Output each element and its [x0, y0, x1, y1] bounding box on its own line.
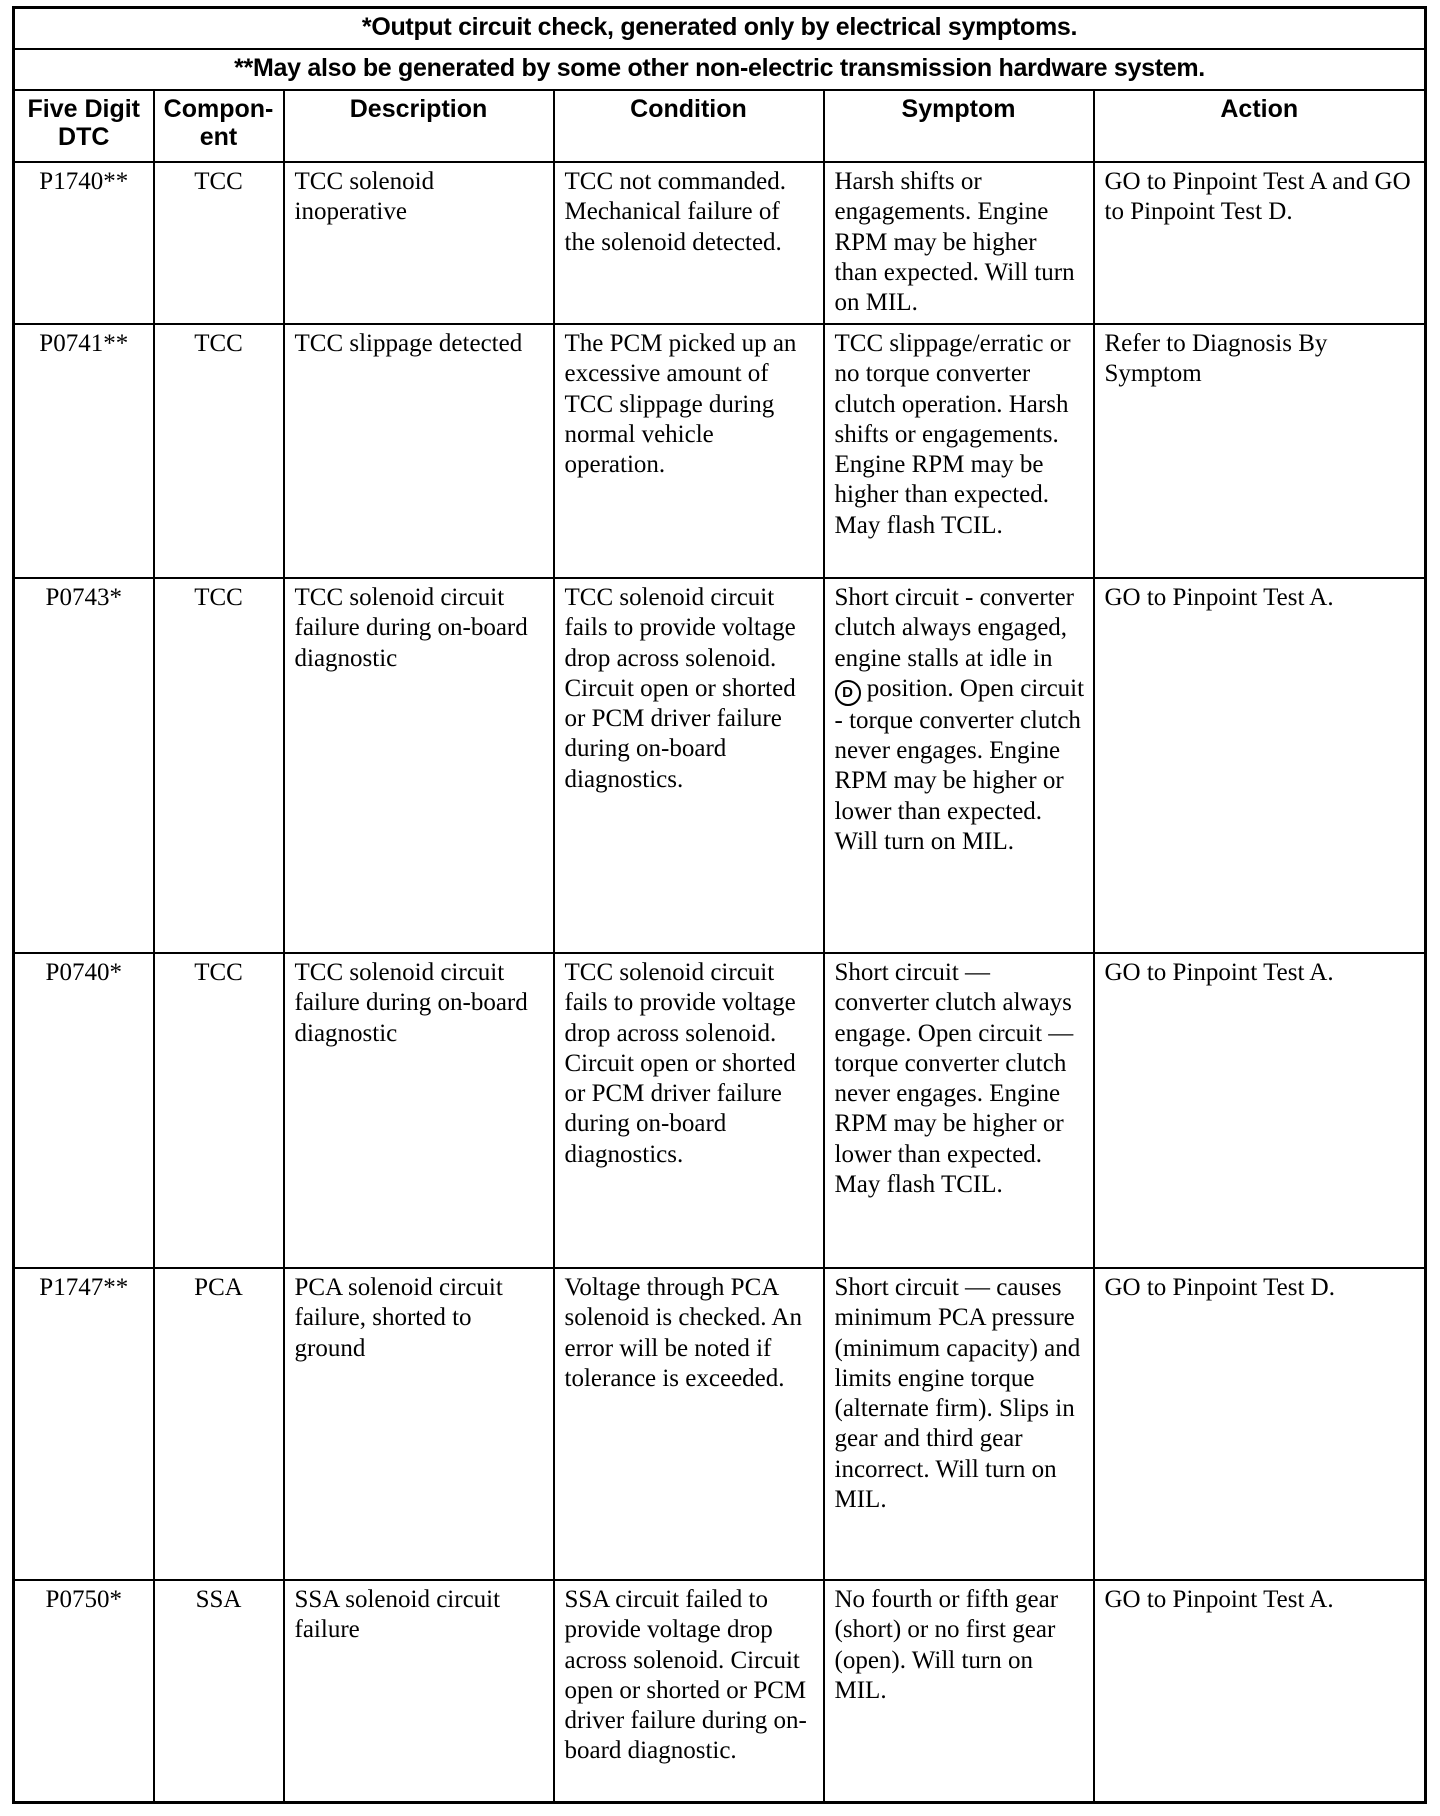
symptom-text-after: position. Open circuit - torque converter clutch never engages. Engine RPM may be higher or lower than expected. Will turn on MIL. — [834, 674, 1085, 856]
header-dtc: Five Digit DTC — [14, 90, 154, 162]
description: TCC slippage detected — [284, 324, 554, 578]
table-row — [14, 162, 1426, 324]
action: GO to Pinpoint Test D. — [1094, 1268, 1426, 1580]
dtc-code: P1740** — [14, 162, 154, 324]
dtc-code: P0740* — [14, 953, 154, 1268]
header-row — [14, 90, 1426, 162]
action: Refer to Diagnosis By Symptom — [1094, 324, 1426, 578]
dtc-code: P0741** — [14, 324, 154, 578]
table-row — [14, 324, 1426, 578]
action: GO to Pinpoint Test A. — [1094, 953, 1426, 1268]
description: PCA solenoid circuit failure, shorted to ground — [284, 1268, 554, 1580]
condition: TCC solenoid circuit fails to provide voltage drop across solenoid. Circuit open or shorted or PCM driver failure during on-board diagnostics. — [554, 578, 824, 953]
non-electric-note: **May also be generated by some other non-electric transmission hardware system. — [14, 49, 1426, 90]
symptom-text-before: Short circuit - converter clutch always engaged, engine stalls at idle in — [834, 584, 1074, 672]
dtc-page — [12, 6, 1424, 1804]
dtc-code: P1747** — [14, 1268, 154, 1580]
component: TCC — [154, 162, 284, 324]
note-row-output-circuit — [14, 8, 1426, 50]
action: GO to Pinpoint Test A and GO to Pinpoint Test D. — [1094, 162, 1426, 324]
action: GO to Pinpoint Test A. — [1094, 1580, 1426, 1802]
table-row — [14, 1580, 1426, 1802]
dtc-code: P0750* — [14, 1580, 154, 1802]
table-row — [14, 578, 1426, 953]
description: TCC solenoid inoperative — [284, 162, 554, 324]
symptom: No fourth or fifth gear (short) or no first gear (open). Will turn on MIL. — [824, 1580, 1094, 1802]
header-symptom: Symptom — [824, 90, 1094, 162]
note-row-non-electric — [14, 49, 1426, 90]
symptom: Short circuit — converter clutch always engage. Open circuit — torque converter clutch never engages. Engine RPM may be higher or lower than expected. May flash TCIL. — [824, 953, 1094, 1268]
table-row — [14, 953, 1426, 1268]
description: TCC solenoid circuit failure during on-board diagnostic — [284, 578, 554, 953]
condition: Voltage through PCA solenoid is checked. An error will be noted if tolerance is exceeded. — [554, 1268, 824, 1580]
symptom: TCC slippage/erratic or no torque converter clutch operation. Harsh shifts or engagements. Engine RPM may be higher than expected. May flash TCIL. — [824, 324, 1094, 578]
component: TCC — [154, 953, 284, 1268]
header-description: Description — [284, 90, 554, 162]
condition: SSA circuit failed to provide voltage drop across solenoid. Circuit open or shorted or PCM driver failure during on-board diagnostic. — [554, 1580, 824, 1802]
description: TCC solenoid circuit failure during on-board diagnostic — [284, 953, 554, 1268]
gear-d-circle-icon: D — [835, 680, 861, 706]
component: PCA — [154, 1268, 284, 1580]
condition: TCC not commanded. Mechanical failure of the solenoid detected. — [554, 162, 824, 324]
header-action: Action — [1094, 90, 1426, 162]
description: SSA solenoid circuit failure — [284, 1580, 554, 1802]
table-row — [14, 1268, 1426, 1580]
condition: The PCM picked up an excessive amount of TCC slippage during normal vehicle operation. — [554, 324, 824, 578]
dtc-code: P0743* — [14, 578, 154, 953]
dtc-table — [12, 6, 1427, 1804]
header-condition: Condition — [554, 90, 824, 162]
symptom: Short circuit — causes minimum PCA pressure (minimum capacity) and limits engine torque (alternate firm). Slips in gear and third gear incorrect. Will turn on MIL. — [824, 1268, 1094, 1580]
component: SSA — [154, 1580, 284, 1802]
symptom — [824, 578, 1094, 953]
action: GO to Pinpoint Test A. — [1094, 578, 1426, 953]
header-component: Compon-ent — [154, 90, 284, 162]
output-circuit-note: *Output circuit check, generated only by electrical symptoms. — [14, 8, 1426, 50]
component: TCC — [154, 324, 284, 578]
symptom: Harsh shifts or engagements. Engine RPM may be higher than expected. Will turn on MIL. — [824, 162, 1094, 324]
condition: TCC solenoid circuit fails to provide voltage drop across solenoid. Circuit open or shorted or PCM driver failure during on-board diagnostics. — [554, 953, 824, 1268]
component: TCC — [154, 578, 284, 953]
